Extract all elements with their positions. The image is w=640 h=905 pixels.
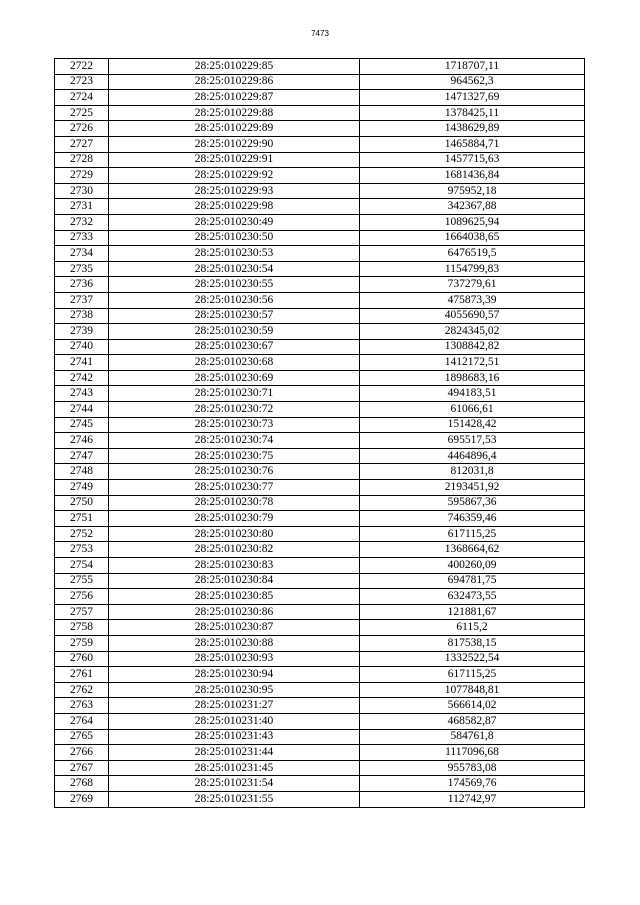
- row-number-cell: 2724: [55, 90, 109, 106]
- cadastral-number-cell: 28:25:010230:49: [109, 214, 360, 230]
- cadastral-number-cell: 28:25:010230:79: [109, 511, 360, 527]
- row-number-cell: 2753: [55, 542, 109, 558]
- row-number-cell: 2741: [55, 355, 109, 371]
- table-row: [55, 464, 585, 480]
- cadastral-value-cell: 595867,36: [360, 495, 585, 511]
- cadastral-value-cell: 1378425,11: [360, 105, 585, 121]
- cadastral-value-cell: 6476519,5: [360, 246, 585, 262]
- row-number-cell: 2758: [55, 620, 109, 636]
- table-row: [55, 386, 585, 402]
- row-number-cell: 2747: [55, 448, 109, 464]
- cadastral-number-cell: 28:25:010231:27: [109, 698, 360, 714]
- cadastral-number-cell: 28:25:010230:72: [109, 402, 360, 418]
- row-number-cell: 2751: [55, 511, 109, 527]
- row-number-cell: 2742: [55, 370, 109, 386]
- cadastral-value-cell: 694781,75: [360, 573, 585, 589]
- table-row: [55, 230, 585, 246]
- row-number-cell: 2761: [55, 667, 109, 683]
- row-number-cell: 2757: [55, 604, 109, 620]
- table-row: [55, 214, 585, 230]
- table-row: [55, 90, 585, 106]
- row-number-cell: 2735: [55, 261, 109, 277]
- table-row: [55, 74, 585, 90]
- table-row: [55, 729, 585, 745]
- cadastral-number-cell: 28:25:010231:44: [109, 745, 360, 761]
- row-number-cell: 2769: [55, 791, 109, 807]
- cadastral-value-cell: 1368664,62: [360, 542, 585, 558]
- row-number-cell: 2762: [55, 682, 109, 698]
- row-number-cell: 2739: [55, 324, 109, 340]
- table-row: [55, 635, 585, 651]
- table-row: [55, 713, 585, 729]
- cadastral-value-cell: 1664038,65: [360, 230, 585, 246]
- cadastral-value-cell: 695517,53: [360, 433, 585, 449]
- table-row: [55, 152, 585, 168]
- table-row: [55, 542, 585, 558]
- cadastral-number-cell: 28:25:010231:55: [109, 791, 360, 807]
- table-row: [55, 121, 585, 137]
- table-row: [55, 698, 585, 714]
- cadastral-value-cell: 475873,39: [360, 292, 585, 308]
- table-row: [55, 183, 585, 199]
- cadastral-number-cell: 28:25:010229:85: [109, 59, 360, 75]
- cadastral-value-cell: 1457715,63: [360, 152, 585, 168]
- cadastral-number-cell: 28:25:010229:98: [109, 199, 360, 215]
- row-number-cell: 2754: [55, 558, 109, 574]
- table-row: [55, 433, 585, 449]
- row-number-cell: 2767: [55, 760, 109, 776]
- row-number-cell: 2765: [55, 729, 109, 745]
- table-row: [55, 511, 585, 527]
- cadastral-value-cell: 584761,8: [360, 729, 585, 745]
- cadastral-value-cell: 1089625,94: [360, 214, 585, 230]
- row-number-cell: 2748: [55, 464, 109, 480]
- table-row: [55, 558, 585, 574]
- cadastral-number-cell: 28:25:010230:95: [109, 682, 360, 698]
- row-number-cell: 2736: [55, 277, 109, 293]
- row-number-cell: 2752: [55, 526, 109, 542]
- table-row: [55, 495, 585, 511]
- cadastral-value-cell: 737279,61: [360, 277, 585, 293]
- cadastral-value-cell: 494183,51: [360, 386, 585, 402]
- row-number-cell: 2759: [55, 635, 109, 651]
- table-row: [55, 589, 585, 605]
- cadastral-value-cell: 151428,42: [360, 417, 585, 433]
- table-row: [55, 339, 585, 355]
- cadastral-number-cell: 28:25:010229:86: [109, 74, 360, 90]
- row-number-cell: 2763: [55, 698, 109, 714]
- cadastral-value-cell: 4055690,57: [360, 308, 585, 324]
- cadastral-value-cell: 617115,25: [360, 667, 585, 683]
- table-row: [55, 168, 585, 184]
- cadastral-number-cell: 28:25:010231:40: [109, 713, 360, 729]
- cadastral-number-cell: 28:25:010230:88: [109, 635, 360, 651]
- table-row: [55, 59, 585, 75]
- cadastral-number-cell: 28:25:010230:76: [109, 464, 360, 480]
- cadastral-value-cell: 121881,67: [360, 604, 585, 620]
- row-number-cell: 2749: [55, 480, 109, 496]
- cadastral-number-cell: 28:25:010230:82: [109, 542, 360, 558]
- table-body: [55, 59, 585, 808]
- row-number-cell: 2737: [55, 292, 109, 308]
- cadastral-value-cell: 174569,76: [360, 776, 585, 792]
- table-row: [55, 355, 585, 371]
- cadastral-number-cell: 28:25:010229:90: [109, 136, 360, 152]
- cadastral-value-cell: 566614,02: [360, 698, 585, 714]
- row-number-cell: 2760: [55, 651, 109, 667]
- cadastral-number-cell: 28:25:010229:88: [109, 105, 360, 121]
- cadastral-number-cell: 28:25:010230:86: [109, 604, 360, 620]
- row-number-cell: 2740: [55, 339, 109, 355]
- cadastral-value-cell: 1718707,11: [360, 59, 585, 75]
- table-row: [55, 277, 585, 293]
- row-number-cell: 2727: [55, 136, 109, 152]
- table-row: [55, 417, 585, 433]
- row-number-cell: 2745: [55, 417, 109, 433]
- cadastral-value-cell: 6115,2: [360, 620, 585, 636]
- table-row: [55, 105, 585, 121]
- cadastral-value-cell: 1308842,82: [360, 339, 585, 355]
- cadastral-number-cell: 28:25:010230:75: [109, 448, 360, 464]
- row-number-cell: 2726: [55, 121, 109, 137]
- cadastral-number-cell: 28:25:010230:69: [109, 370, 360, 386]
- cadastral-number-cell: 28:25:010230:68: [109, 355, 360, 371]
- cadastral-number-cell: 28:25:010230:87: [109, 620, 360, 636]
- cadastral-value-table: [54, 58, 585, 808]
- row-number-cell: 2729: [55, 168, 109, 184]
- cadastral-value-cell: 2824345,02: [360, 324, 585, 340]
- table-row: [55, 199, 585, 215]
- cadastral-number-cell: 28:25:010229:89: [109, 121, 360, 137]
- row-number-cell: 2730: [55, 183, 109, 199]
- table-row: [55, 760, 585, 776]
- cadastral-value-cell: 812031,8: [360, 464, 585, 480]
- table-row: [55, 402, 585, 418]
- cadastral-value-cell: 1471327,69: [360, 90, 585, 106]
- cadastral-number-cell: 28:25:010230:67: [109, 339, 360, 355]
- cadastral-number-cell: 28:25:010230:57: [109, 308, 360, 324]
- cadastral-number-cell: 28:25:010230:55: [109, 277, 360, 293]
- cadastral-number-cell: 28:25:010230:77: [109, 480, 360, 496]
- row-number-cell: 2768: [55, 776, 109, 792]
- row-number-cell: 2743: [55, 386, 109, 402]
- cadastral-number-cell: 28:25:010230:74: [109, 433, 360, 449]
- row-number-cell: 2746: [55, 433, 109, 449]
- cadastral-value-cell: 112742,97: [360, 791, 585, 807]
- cadastral-number-cell: 28:25:010229:91: [109, 152, 360, 168]
- cadastral-number-cell: 28:25:010230:80: [109, 526, 360, 542]
- row-number-cell: 2766: [55, 745, 109, 761]
- cadastral-number-cell: 28:25:010231:45: [109, 760, 360, 776]
- cadastral-value-cell: 4464896,4: [360, 448, 585, 464]
- cadastral-value-cell: 61066,61: [360, 402, 585, 418]
- cadastral-number-cell: 28:25:010230:94: [109, 667, 360, 683]
- cadastral-value-cell: 632473,55: [360, 589, 585, 605]
- table-row: [55, 370, 585, 386]
- row-number-cell: 2764: [55, 713, 109, 729]
- cadastral-value-cell: 1438629,89: [360, 121, 585, 137]
- cadastral-number-cell: 28:25:010231:54: [109, 776, 360, 792]
- cadastral-value-cell: 817538,15: [360, 635, 585, 651]
- cadastral-value-cell: 955783,08: [360, 760, 585, 776]
- cadastral-number-cell: 28:25:010230:78: [109, 495, 360, 511]
- cadastral-value-cell: 746359,46: [360, 511, 585, 527]
- cadastral-value-cell: 1465884,71: [360, 136, 585, 152]
- cadastral-number-cell: 28:25:010229:92: [109, 168, 360, 184]
- cadastral-number-cell: 28:25:010230:54: [109, 261, 360, 277]
- table-row: [55, 136, 585, 152]
- cadastral-number-cell: 28:25:010230:56: [109, 292, 360, 308]
- table-row: [55, 480, 585, 496]
- table-row: [55, 292, 585, 308]
- table-row: [55, 308, 585, 324]
- cadastral-number-cell: 28:25:010230:83: [109, 558, 360, 574]
- cadastral-value-cell: 342367,88: [360, 199, 585, 215]
- table-row: [55, 324, 585, 340]
- page-number: 7473: [311, 29, 329, 38]
- cadastral-value-cell: 1681436,84: [360, 168, 585, 184]
- cadastral-number-cell: 28:25:010230:84: [109, 573, 360, 589]
- cadastral-value-cell: 1412172,51: [360, 355, 585, 371]
- cadastral-number-cell: 28:25:010229:93: [109, 183, 360, 199]
- cadastral-number-cell: 28:25:010231:43: [109, 729, 360, 745]
- cadastral-value-cell: 975952,18: [360, 183, 585, 199]
- table-row: [55, 667, 585, 683]
- row-number-cell: 2725: [55, 105, 109, 121]
- row-number-cell: 2755: [55, 573, 109, 589]
- cadastral-value-cell: 1077848,81: [360, 682, 585, 698]
- row-number-cell: 2744: [55, 402, 109, 418]
- table-row: [55, 526, 585, 542]
- table-row: [55, 620, 585, 636]
- table-row: [55, 604, 585, 620]
- table-row: [55, 448, 585, 464]
- cadastral-value-cell: 1154799,83: [360, 261, 585, 277]
- cadastral-value-cell: 1117096,68: [360, 745, 585, 761]
- table-row: [55, 573, 585, 589]
- cadastral-value-cell: 1898683,16: [360, 370, 585, 386]
- row-number-cell: 2731: [55, 199, 109, 215]
- cadastral-number-cell: 28:25:010230:53: [109, 246, 360, 262]
- cadastral-value-cell: 964562,3: [360, 74, 585, 90]
- table-row: [55, 246, 585, 262]
- cadastral-value-cell: 2193451,92: [360, 480, 585, 496]
- row-number-cell: 2756: [55, 589, 109, 605]
- cadastral-number-cell: 28:25:010229:87: [109, 90, 360, 106]
- cadastral-number-cell: 28:25:010230:85: [109, 589, 360, 605]
- row-number-cell: 2728: [55, 152, 109, 168]
- cadastral-number-cell: 28:25:010230:93: [109, 651, 360, 667]
- row-number-cell: 2732: [55, 214, 109, 230]
- cadastral-number-cell: 28:25:010230:71: [109, 386, 360, 402]
- cadastral-value-cell: 400260,09: [360, 558, 585, 574]
- cadastral-value-cell: 468582,87: [360, 713, 585, 729]
- cadastral-value-cell: 617115,25: [360, 526, 585, 542]
- table-row: [55, 776, 585, 792]
- row-number-cell: 2734: [55, 246, 109, 262]
- table-row: [55, 651, 585, 667]
- table-row: [55, 682, 585, 698]
- cadastral-value-cell: 1332522,54: [360, 651, 585, 667]
- row-number-cell: 2738: [55, 308, 109, 324]
- row-number-cell: 2722: [55, 59, 109, 75]
- table-row: [55, 261, 585, 277]
- cadastral-number-cell: 28:25:010230:73: [109, 417, 360, 433]
- cadastral-number-cell: 28:25:010230:50: [109, 230, 360, 246]
- table-row: [55, 745, 585, 761]
- row-number-cell: 2723: [55, 74, 109, 90]
- row-number-cell: 2733: [55, 230, 109, 246]
- cadastral-number-cell: 28:25:010230:59: [109, 324, 360, 340]
- table-row: [55, 791, 585, 807]
- row-number-cell: 2750: [55, 495, 109, 511]
